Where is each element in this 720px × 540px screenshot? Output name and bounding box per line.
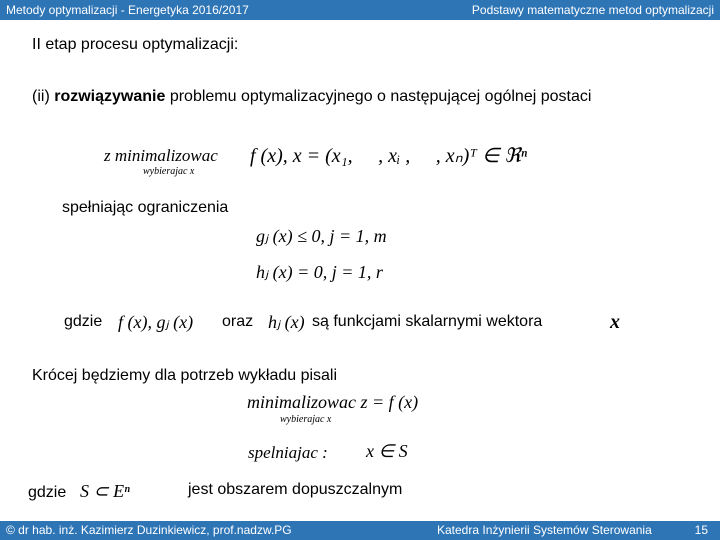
constraints-label: spełniając ograniczenia — [62, 199, 229, 216]
intro-line — [32, 88, 591, 106]
scalar-functions-text: są funkcjami skalarnymi wektora — [312, 313, 543, 330]
eq1-expression: f (x), x = (x₁, ⃞ , xᵢ , ⃞ , xₙ)ᵀ ∈ ℜⁿ — [250, 145, 528, 167]
intro-rest: problemu optymalizacyjnego o następującej ogólnej postaci — [165, 88, 592, 105]
short-form-text: Krócej będziemy dla potrzeb wykładu pisali — [32, 367, 338, 384]
eq3-expression: x ∈ S — [366, 441, 408, 461]
slide-heading: II etap procesu optymalizacji: — [32, 36, 239, 53]
lecture-title: Podstawy matematyczne metod optymalizacji — [471, 3, 714, 17]
eq3-label: spelniajac : — [248, 443, 328, 462]
header-bar — [0, 0, 720, 20]
footer-department: Katedra Inżynierii Systemów Sterowania — [437, 523, 652, 537]
oraz-label: oraz — [222, 313, 254, 330]
inequality-constraint: gⱼ (x) ≤ 0, j = 1, m — [256, 226, 387, 246]
feasible-region-text: jest obszarem dopuszczalnym — [188, 481, 403, 498]
where2-label: gdzie — [28, 484, 67, 501]
footer-bar — [0, 521, 720, 540]
where2-expression: S ⊂ Eⁿ — [80, 481, 130, 501]
vector-x: x — [610, 311, 620, 333]
where-h-function: hⱼ (x) — [268, 312, 305, 332]
where-functions: f (x), gⱼ (x) — [118, 312, 194, 332]
intro-bold: rozwiązywanie — [54, 88, 166, 105]
equality-constraint: hⱼ (x) = 0, j = 1, r — [256, 262, 383, 282]
page-number: 15 — [694, 523, 708, 537]
where-label: gdzie — [64, 313, 103, 330]
eq1-subscript: wybierajac x — [143, 166, 195, 177]
eq1-operator: z minimalizowac — [104, 146, 218, 165]
course-title: Metody optymalizacji - Energetyka 2016/2017 — [6, 3, 249, 17]
intro-prefix: (ii) — [32, 88, 55, 105]
eq2-subscript: wybierajac x — [280, 414, 332, 425]
footer-author: © dr hab. inż. Kazimierz Duzinkiewicz, prof.nadzw.PG — [6, 523, 292, 537]
eq2-expression: minimalizowac z = f (x) — [247, 392, 419, 412]
